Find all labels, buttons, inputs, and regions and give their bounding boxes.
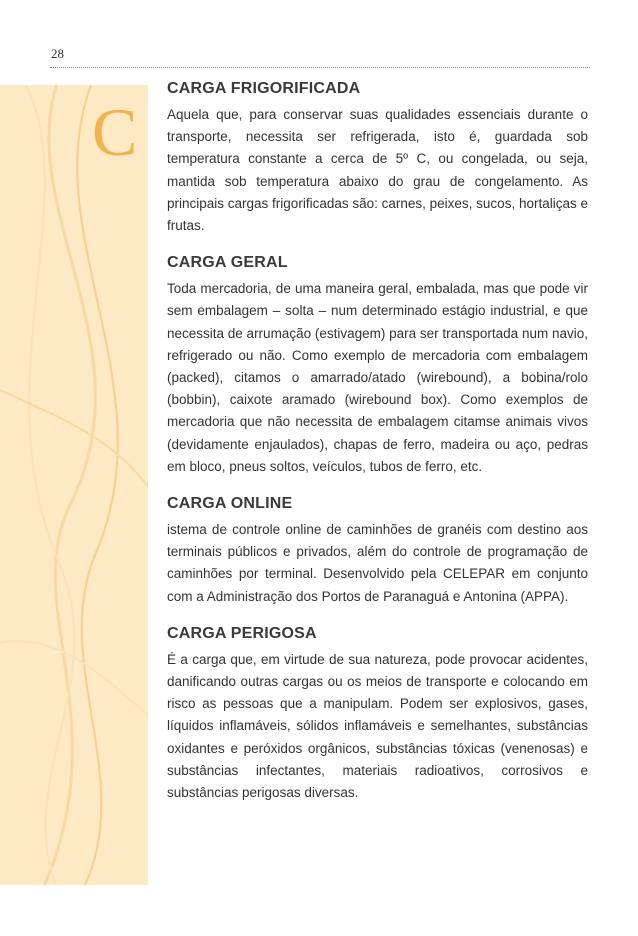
- entry-title: CARGA GERAL: [167, 254, 288, 272]
- header-dotted-rule: [50, 67, 590, 68]
- entry-carga-frigorificada: [167, 80, 588, 237]
- entry-body: Toda mercadoria, de uma maneira geral, embalada, mas que pode vir sem embalagem – solta – num determinado estágio industrial, e que necessita de arrumação (estivagem) para ser transportada num navio, refrigerado ou não. Como exemplo de mercadoria com embalagem (packed), citamos o amarrado/atado (wirebound), a bobina/rolo (bobbin), caixote aramado (wirebound box). Como exemplos de mercadoria que não necessita de embalagem citamse animais vivos (devidamente enjaulados), chapas de ferro, madeira ou aço, pedras em bloco, pneus soltos, veículos, tubos de ferro, etc.: [167, 281, 588, 474]
- decorative-sidebar: [0, 85, 148, 885]
- entry-carga-geral: [167, 254, 588, 478]
- entry-title: CARGA FRIGORIFICADA: [167, 80, 361, 97]
- entry-body: É a carga que, em virtude de sua natureza, pode provocar acidentes, danificando outras cargas ou os meios de transporte e colocando em risco as pessoas que a manipulam. Podem ser explosivos, gases, líquidos inflamáveis, sólidos inflamáveis e semelhantes, substâncias oxidantes e peróxidos orgânicos, substâncias tóxicas (venenosas) e substâncias infectantes, materiais radioativos, corrosivos e substâncias perigosas diversas.: [167, 651, 588, 801]
- entry-title: CARGA PERIGOSA: [167, 624, 317, 642]
- entry-body: Aquela que, para conservar suas qualidades essenciais durante o transporte, necessita ser refrigerada, isto é, guardada sob temperatura constante a cerca de 5º C, ou congelada, ou seja, mantida sob temperatura abaixo do grau de congelamento. As principais cargas frigorificadas são: carnes, peixes, sucos, hortaliças e frutas.: [167, 107, 588, 234]
- page-number: 28: [51, 46, 64, 61]
- entry-carga-online: [167, 495, 588, 608]
- entry-title: CARGA ONLINE: [167, 495, 293, 513]
- section-letter: C: [92, 94, 138, 170]
- glossary-content: [167, 80, 588, 821]
- sidebar-curves: [0, 85, 148, 885]
- entry-carga-perigosa: [167, 625, 588, 804]
- entry-body: istema de controle online de caminhões de granéis com destino aos terminais públicos e privados, além do controle de programação de caminhões por terminal. Desenvolvido pela CELEPAR em conjunto com a Administração dos Portos de Paranaguá e Antonina (APPA).: [167, 522, 588, 604]
